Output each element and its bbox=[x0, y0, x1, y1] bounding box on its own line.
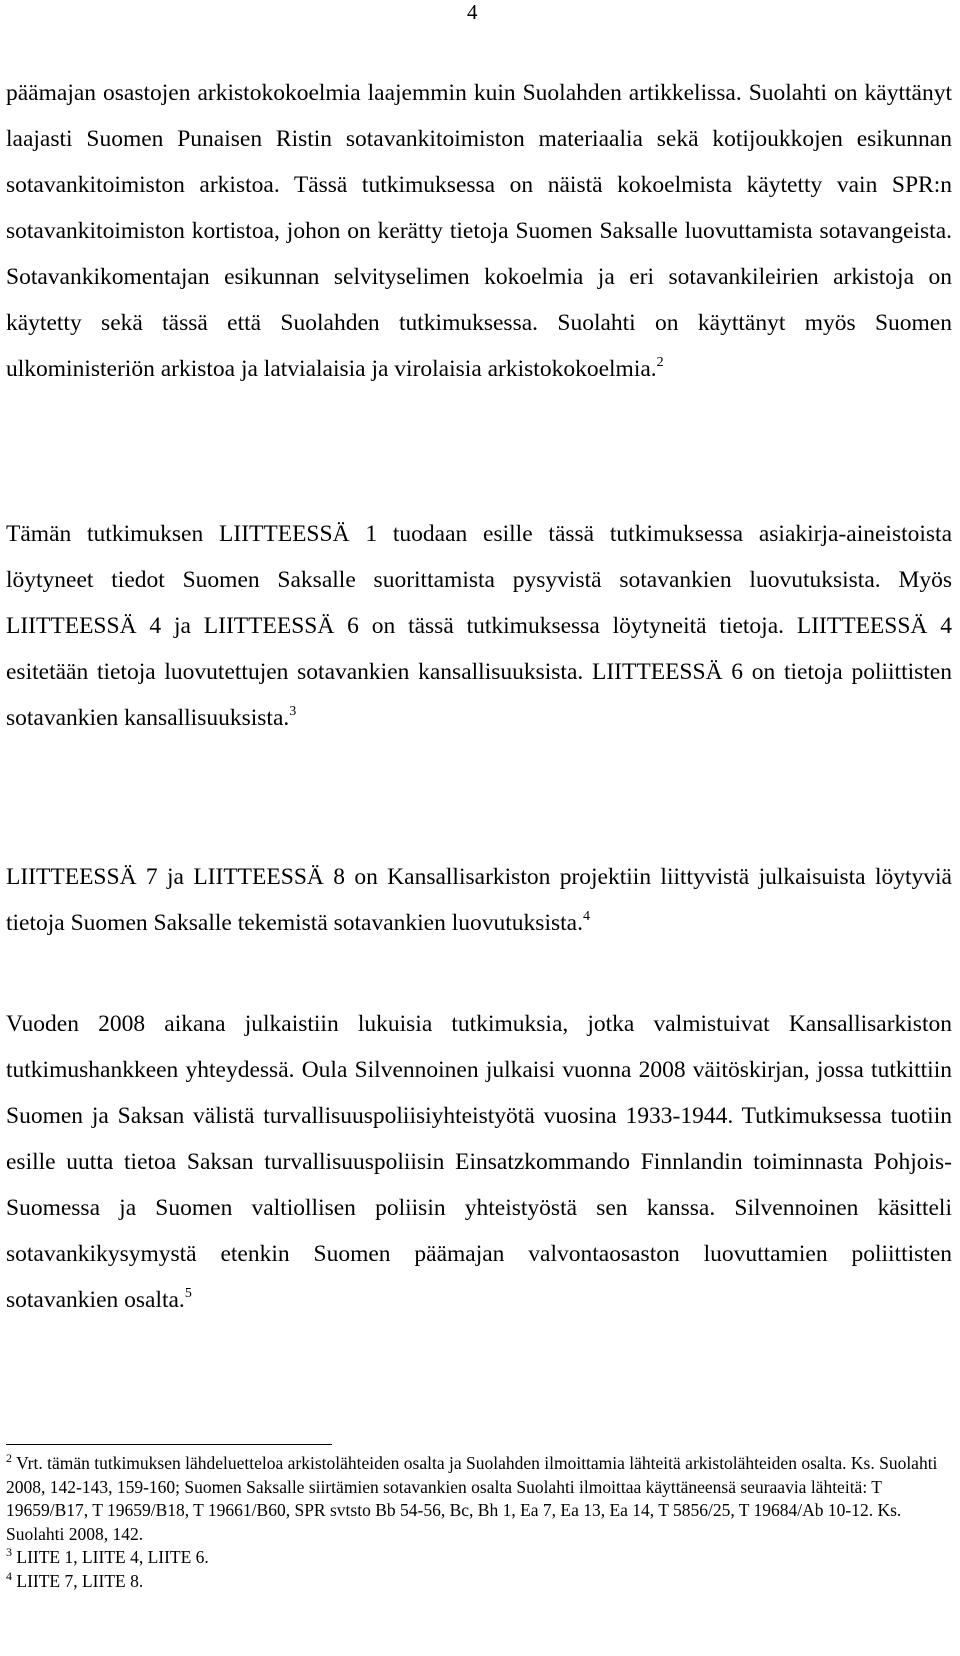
footnote-text: Vrt. tämän tutkimuksen lähdeluetteloa arkistolähteiden osalta ja Suolahden ilmoittamia lähteitä arkistolähteiden osalta. Ks. Suolahti 2008, 142-143, 159-160; Suomen Saksalle siirtämien sotavankien osalta Suolahti ilmoittaa käyttäneensä seuraavia lähteitä: T 19659/B17, T 19659/B18, T 19661/B60, SPR svtsto Bb 54-56, Bc, Bh 1, Ea 7, Ea 13, Ea 14, T 5856/25, T 19684/Ab 10-12. Ks. Suolahti 2008, 142. bbox=[6, 1453, 938, 1544]
footnote-3 bbox=[6, 1546, 952, 1570]
paragraph-2008-research bbox=[6, 1001, 952, 1323]
paragraph-text: Tämän tutkimuksen LIITTEESSÄ 1 tuodaan esille tässä tutkimuksessa asiakirja-aineistoista löytyneet tiedot Suomen Saksalle suorittamista pysyvistä sotavankien luovutuksista. Myös LIITTEESSÄ 4 ja LIITTEESSÄ 6 on tässä tutkimuksessa löytyneitä tietoja. LIITTEESSÄ 4 esitetään tietoja luovutettujen sotavankien kansallisuuksista. LIITTEESSÄ 6 on tietoja poliittisten sotavankien kansallisuuksista. bbox=[6, 521, 952, 731]
footnote-number: 4 bbox=[6, 1568, 12, 1583]
footnote-ref[interactable]: 4 bbox=[582, 909, 590, 924]
paragraph-appendices bbox=[6, 511, 952, 741]
footnote-text: LIITE 1, LIITE 4, LIITE 6. bbox=[16, 1547, 209, 1567]
paragraph-text: päämajan osastojen arkistokokoelmia laajemmin kuin Suolahden artikkelissa. Suolahti on käyttänyt laajasti Suomen Punaisen Ristin sotavankitoimiston materiaalia sekä kotijoukkojen esikunnan sotavankitoimiston arkistoa. Tässä tutkimuksessa on näistä kokoelmista käytetty vain SPR:n sotavankitoimiston kortistoa, johon on kerätty tietoja Suomen Saksalle luovuttamista sotavangeista. Sotavankikomentajan esikunnan selvityselimen kokoelmia ja eri sotavankileirien arkistoja on käytetty sekä tässä että Suolahden tutkimuksessa. Suolahti on käyttänyt myös Suomen ulkoministeriön arkistoa ja latvialaisia ja virolaisia arkistokokoelmia. bbox=[6, 80, 952, 382]
footnote-ref[interactable]: 5 bbox=[184, 1286, 192, 1301]
footnote-number: 2 bbox=[6, 1451, 12, 1465]
footnote-4 bbox=[6, 1570, 952, 1594]
page-number: 4 bbox=[467, 0, 478, 24]
footnotes-section bbox=[6, 1452, 952, 1593]
footnote-text: LIITE 7, LIITE 8. bbox=[16, 1570, 144, 1591]
footnote-separator bbox=[6, 1444, 332, 1445]
paragraph-text: LIITTEESSÄ 7 ja LIITTEESSÄ 8 on Kansallisarkiston projektiin liittyvistä julkaisuista löytyviä tietoja Suomen Saksalle tekemistä sotavankien luovutuksista. bbox=[6, 864, 952, 936]
paragraph-text: Vuoden 2008 aikana julkaistiin lukuisia tutkimuksia, jotka valmistuivat Kansallisarkiston tutkimushankkeen yhteydessä. Oula Silvennoinen julkaisi vuonna 2008 väitöskirjan, jossa tutkittiin Suomen ja Saksan välistä turvallisuuspoliisiyhteistyötä vuosina 1933-1944. Tutkimuksessa tuotiin esille uutta tietoa Saksan turvallisuuspoliisin Einsatzkommando Finnlandin toiminnasta Pohjois-Suomessa ja Suomen valtiollisen poliisin yhteistyöstä sen kanssa. Silvennoinen käsitteli sotavankikysymystä etenkin Suomen päämajan valvontaosaston luovuttamien poliittisten sotavankien osalta. bbox=[6, 1011, 952, 1313]
paragraph-archives bbox=[6, 70, 952, 392]
footnote-ref[interactable]: 3 bbox=[289, 704, 297, 719]
footnote-ref[interactable]: 2 bbox=[656, 355, 664, 370]
footnote-number: 3 bbox=[6, 1545, 12, 1559]
paragraph-appendix-7-8 bbox=[6, 854, 952, 946]
footnote-2 bbox=[6, 1452, 952, 1546]
